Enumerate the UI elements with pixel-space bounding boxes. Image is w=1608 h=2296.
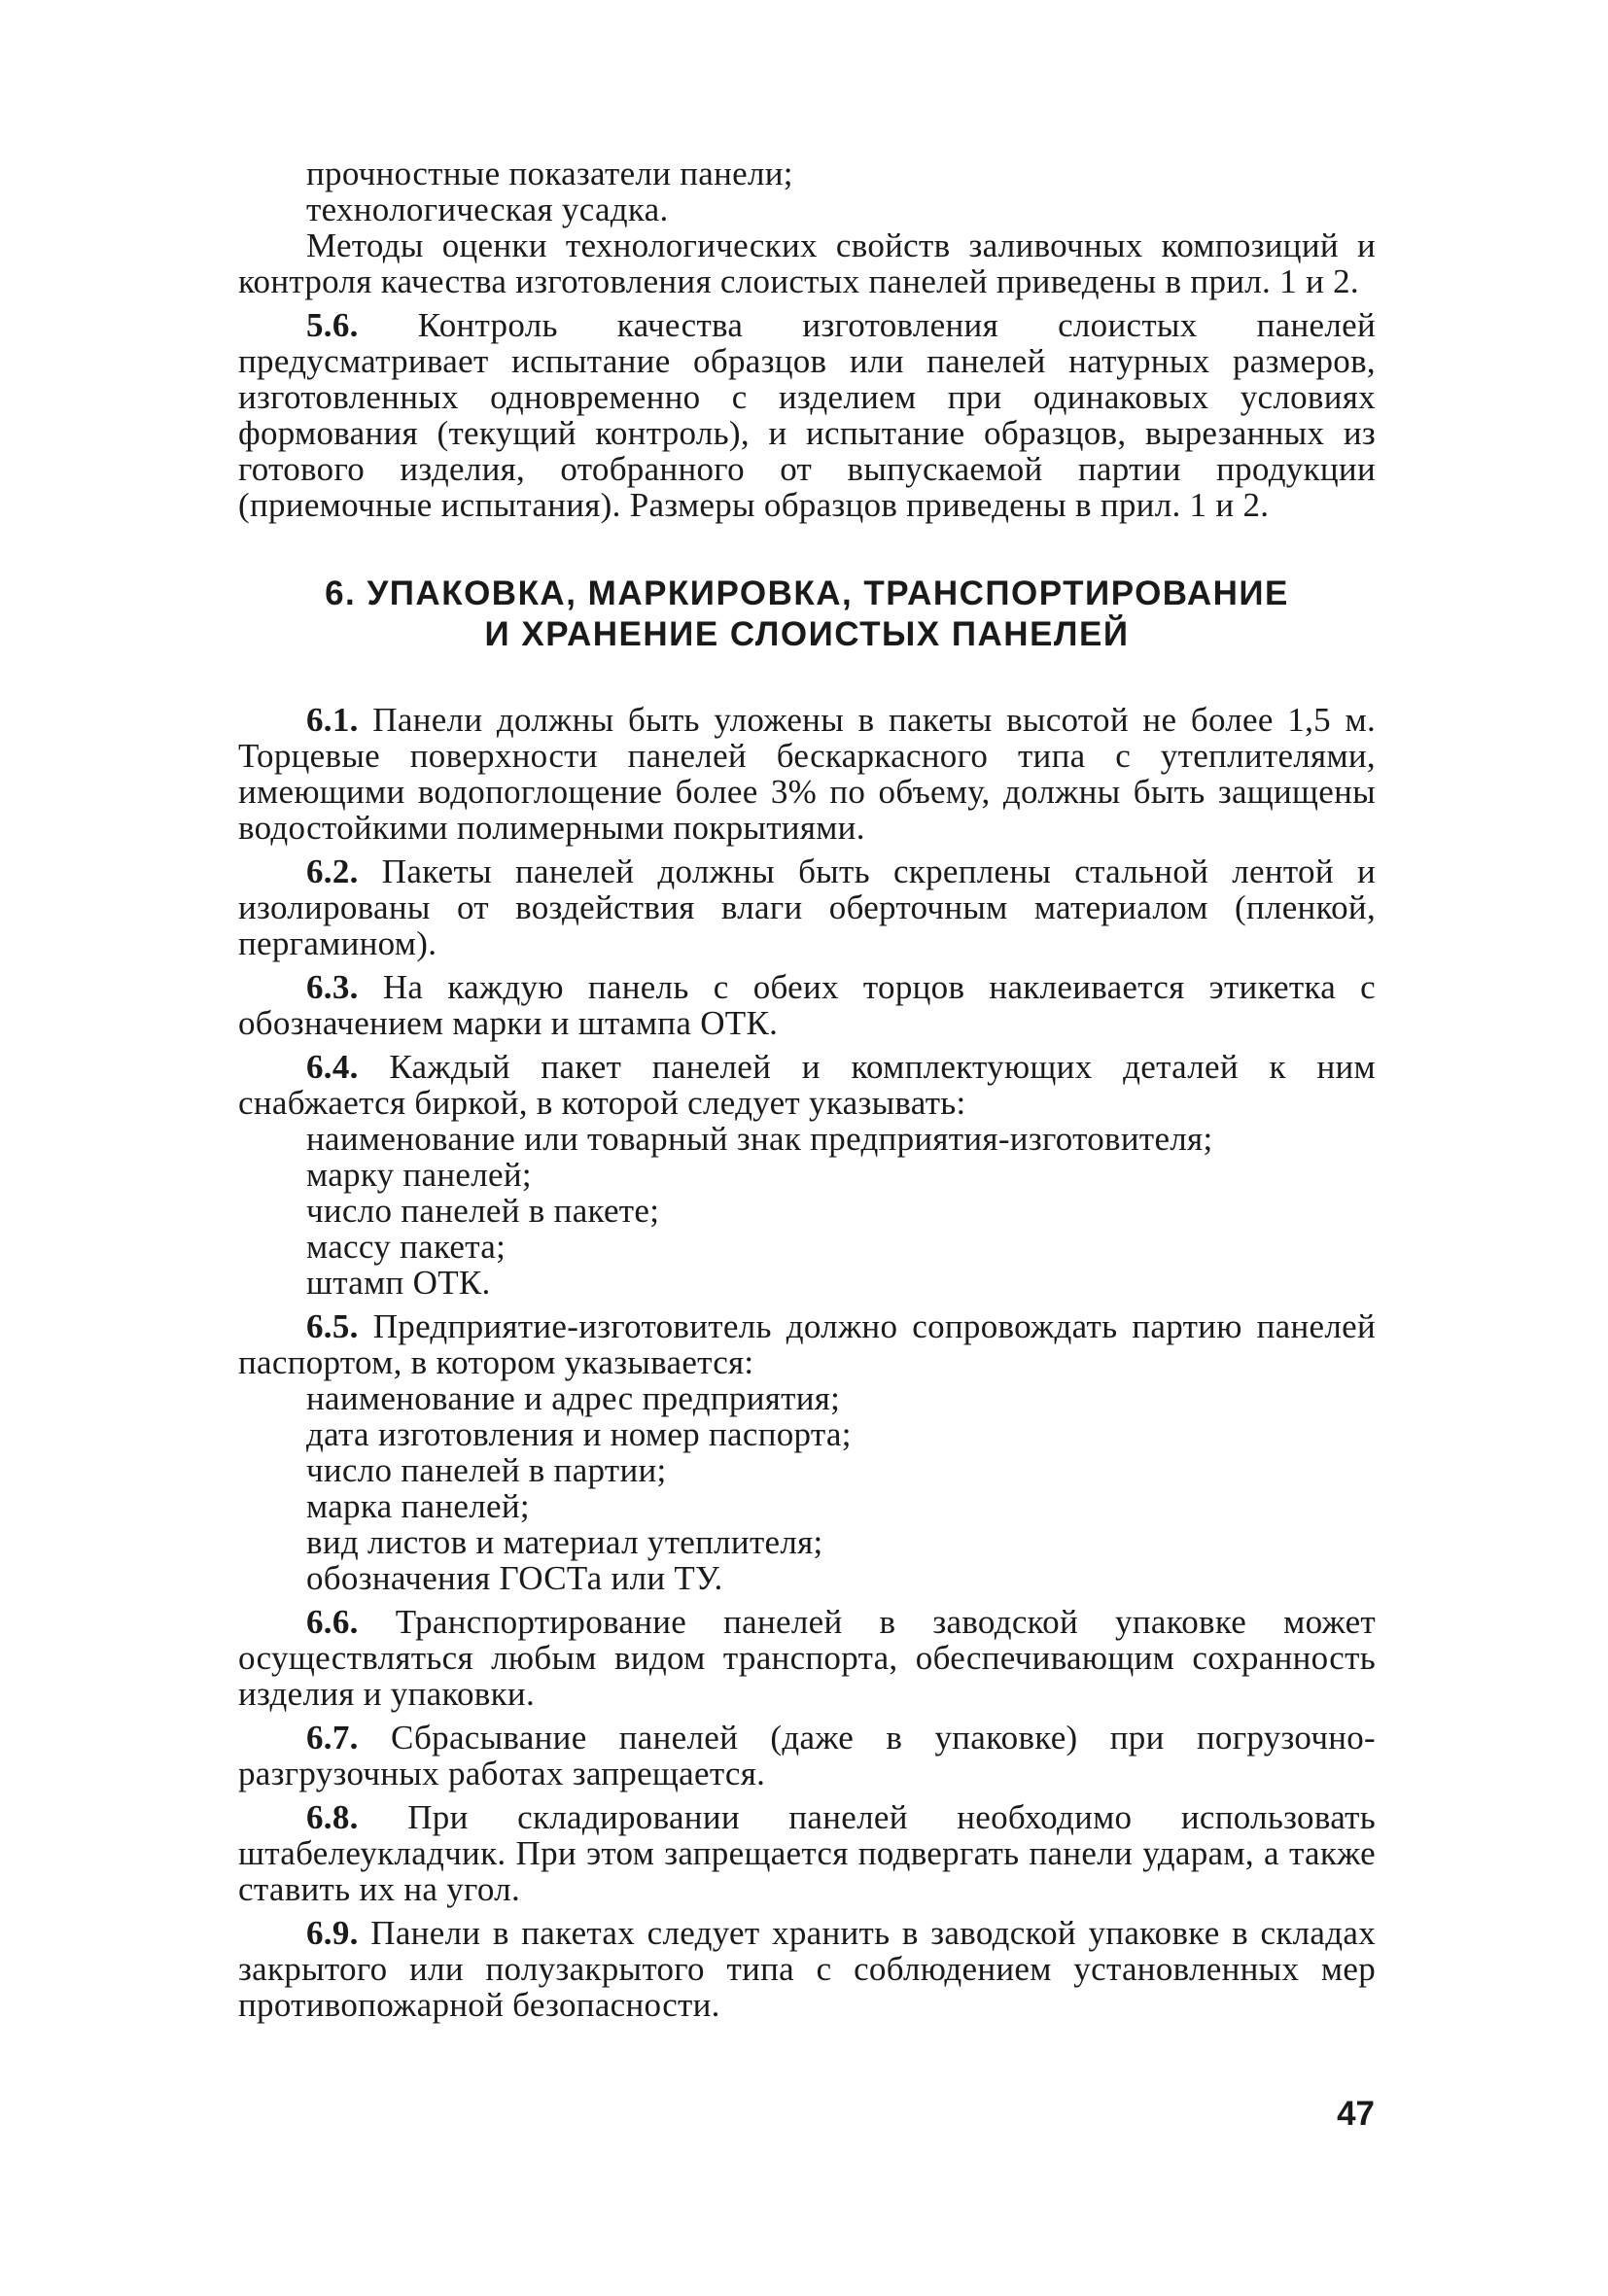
paragraph-number: 6.4. [306, 1048, 359, 1086]
paragraph-6-4 [238, 1049, 1376, 1121]
page-number: 47 [1337, 2095, 1375, 2133]
paragraph-number: 6.8. [306, 1798, 359, 1836]
paragraph-number: 6.5. [306, 1307, 359, 1345]
paragraph-6-6 [238, 1604, 1376, 1712]
paragraph-number: 6.7. [306, 1719, 359, 1757]
list-item: дата изготовления и номер паспорта; [306, 1415, 852, 1453]
page-body [238, 156, 1376, 2023]
section-title-line: 6. УПАКОВКА, МАРКИРОВКА, ТРАНСПОРТИРОВАНИЕ [325, 574, 1289, 612]
list-item: штамп ОТК. [306, 1264, 491, 1302]
list-item: вид листов и материал утеплителя; [306, 1523, 823, 1561]
paragraph-text: Контроль качества изготовления слоистых панелей предусматривает испытание образцов или панелей натурных размеров, изготовленных одновременно с изделием при одинаковых условиях формования (текущий контроль), и испытание образцов, вырезанных из готового изделия, отобранного от выпускаемой партии продукции (приемочные испытания). Размеры образцов приведены в прил. 1 и 2. [238, 306, 1376, 524]
intro-methods: Методы оценки технологических свойств заливочных композиций и контроля качества изготовления слоистых панелей приведены в прил. 1 и 2. [238, 226, 1376, 300]
paragraph-text: Пакеты панелей должны быть скреплены стальной лентой и изолированы от воздействия влаги оберточным материалом (пленкой, пергамином). [238, 852, 1376, 962]
list-item: марку панелей; [306, 1156, 532, 1194]
list-item: число панелей в пакете; [306, 1192, 660, 1230]
paragraph-6-1 [238, 702, 1376, 846]
list-item: обозначения ГОСТа или ТУ. [306, 1559, 723, 1597]
paragraph-number: 5.6. [306, 306, 359, 344]
paragraph-6-3 [238, 969, 1376, 1041]
paragraph-6-5-block [238, 1308, 1376, 1596]
paragraph-6-5 [238, 1308, 1376, 1380]
paragraph-number: 6.9. [306, 1914, 359, 1952]
paragraph-number: 6.6. [306, 1603, 359, 1641]
passport-contents-list [238, 1380, 1376, 1596]
paragraph-6-9 [238, 1915, 1376, 2023]
paragraph-6-7 [238, 1720, 1376, 1792]
paragraph-text: Панели в пакетах следует хранить в заводской упаковке в складах закрытого или полузакрытого типа с соблюдением установленных мер противопожарной безопасности. [238, 1914, 1376, 2024]
paragraph-text: Сбрасывание панелей (даже в упаковке) при погрузочно-разгрузочных работах запрещается. [238, 1719, 1377, 1792]
paragraph-text: Транспортирование панелей в заводской упаковке может осуществляться любым видом транспорта, обеспечивающим сохранность изделия и упаковки. [238, 1603, 1376, 1713]
section-6-heading [238, 574, 1376, 655]
paragraph-text: Каждый пакет панелей и комплектующих деталей к ним снабжается биркой, в которой следует указывать: [238, 1048, 1376, 1122]
section-title-line: И ХРАНЕНИЕ СЛОИСТЫХ ПАНЕЛЕЙ [484, 615, 1130, 653]
tag-contents-list [238, 1121, 1376, 1301]
paragraph-number: 6.3. [306, 968, 359, 1006]
list-item: число панелей в партии; [306, 1451, 667, 1489]
list-item: марка панелей; [306, 1487, 530, 1525]
paragraph-5-6 [238, 307, 1376, 523]
paragraph-6-8 [238, 1799, 1376, 1907]
intro-line: прочностные показатели панели; [306, 155, 793, 192]
paragraph-6-2 [238, 853, 1376, 961]
paragraph-text: На каждую панель с обеих торцов наклеивается этикетка с обозначением марки и штампа ОТК. [238, 968, 1376, 1042]
paragraph-text: При складировании панелей необходимо использовать штабелеукладчик. При этом запрещается подвергать панели ударам, а также ставить их на угол. [238, 1798, 1376, 1908]
paragraph-text: Предприятие-изготовитель должно сопровождать партию панелей паспортом, в котором указывается: [238, 1307, 1376, 1381]
paragraph-6-4-block [238, 1049, 1376, 1301]
list-item: наименование или товарный знак предприятия-изготовителя; [306, 1120, 1213, 1158]
list-item: наименование и адрес предприятия; [306, 1379, 841, 1417]
intro-line: технологическая усадка. [306, 191, 669, 228]
paragraph-text: Панели должны быть уложены в пакеты высотой не более 1,5 м. Торцевые поверхности панелей бескаркасного типа с утеплителями, имеющими водопоглощение более 3% по объему, должны быть защищены водостойкими полимерными покрытиями. [238, 701, 1377, 847]
paragraph-number: 6.1. [306, 701, 359, 739]
paragraph-number: 6.2. [306, 852, 359, 890]
list-item: массу пакета; [306, 1228, 507, 1266]
